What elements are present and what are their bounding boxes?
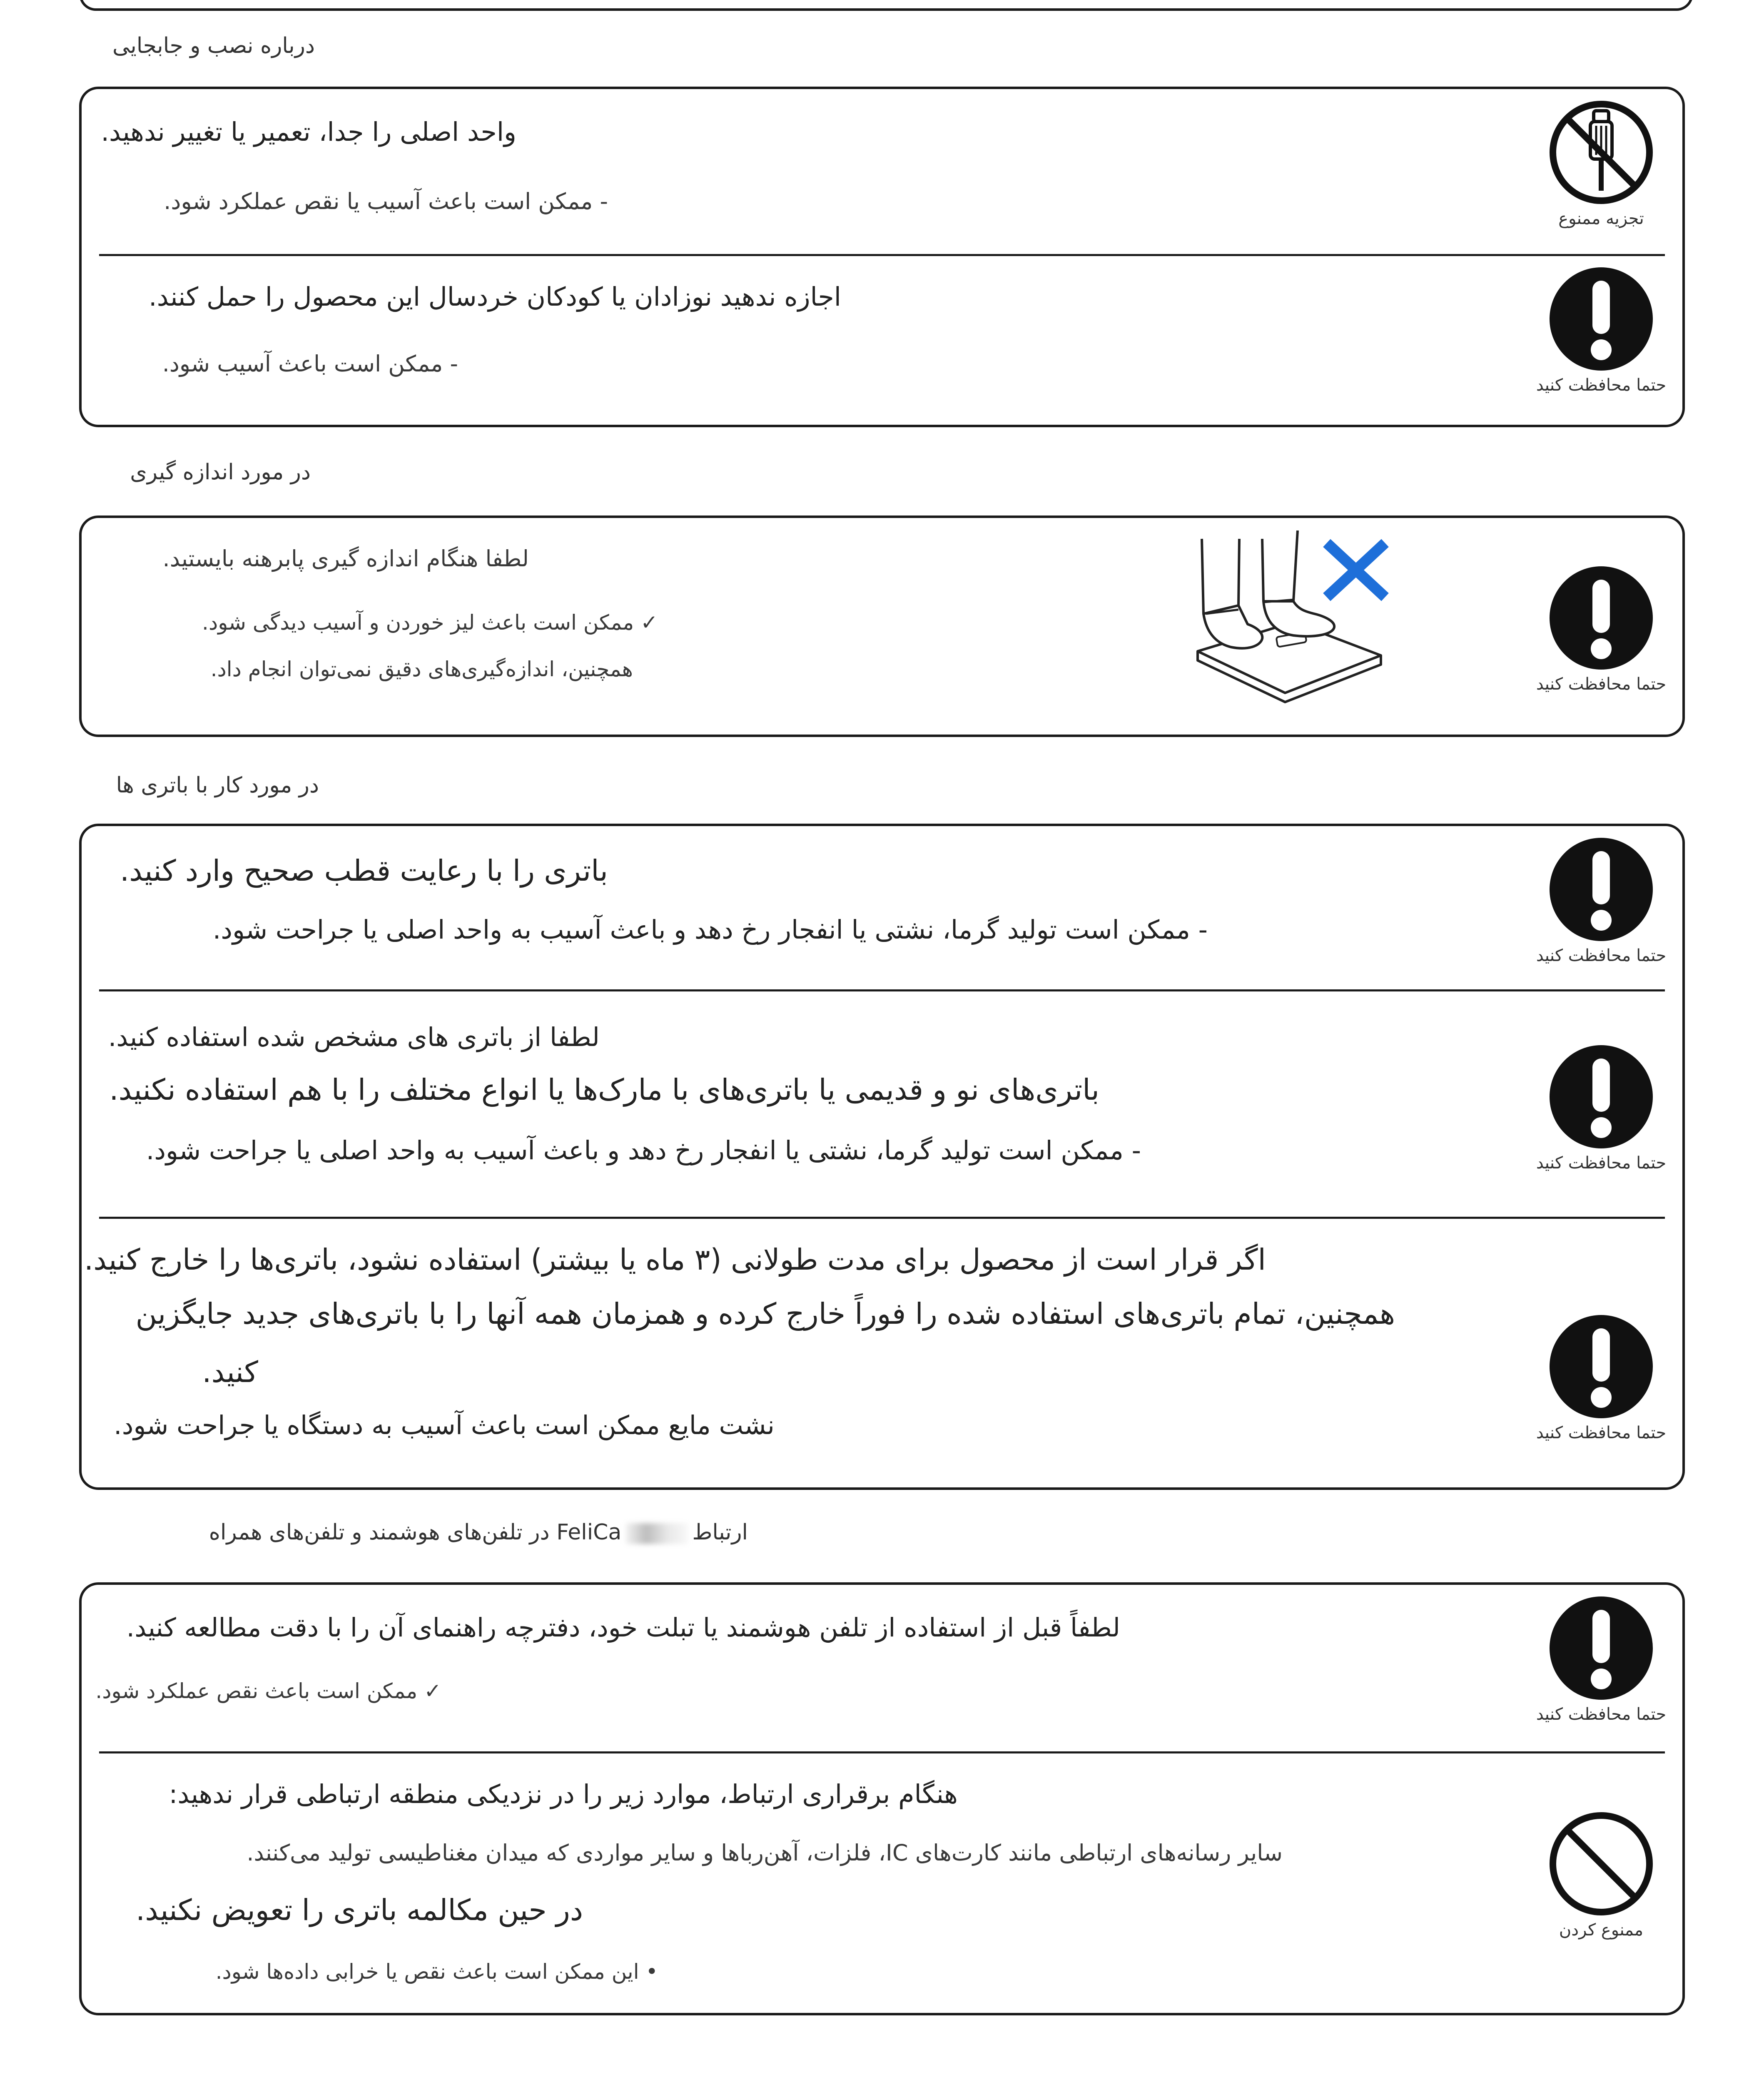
socks-on-scale-illustration [1189, 530, 1414, 722]
row-divider [99, 1217, 1665, 1219]
icon-caption: حتما محافظت کنید [1536, 1423, 1667, 1442]
warning-main-text: باتری را با رعایت قطب صحیح وارد کنید. [120, 854, 608, 888]
row-divider [99, 254, 1665, 256]
warning-sub-text: همچنین، اندازه‌گیری‌های دقیق نمی‌توان انجام داد. [210, 657, 633, 681]
warning-sub-text: - ممکن است باعث آسیب یا نقص عملکرد شود. [164, 188, 608, 214]
measurement-box [79, 516, 1685, 737]
heading-felica-post: FeliCa در تلفن‌های هوشمند و تلفن‌های همراه [209, 1520, 622, 1545]
icon-caption: حتما محافظت کنید [1536, 376, 1667, 395]
row-divider [99, 1751, 1665, 1753]
warning-sub-text: - ممکن است تولید گرما، نشتی یا انفجار رخ دهد و باعث آسیب به واحد اصلی یا جراحت شود. [212, 914, 1208, 945]
warning-main-text: واحد اصلی را جدا، تعمیر یا تغییر ندهید. [101, 117, 516, 147]
warning-sub-text: - ممکن است تولید گرما، نشتی یا انفجار رخ دهد و باعث آسیب به واحد اصلی یا جراحت شود. [146, 1135, 1141, 1166]
icon-caption: حتما محافظت کنید [1536, 1153, 1667, 1173]
exclamation-icon [1536, 265, 1667, 395]
prohibited-icon [1549, 1810, 1653, 1940]
icon-caption: حتما محافظت کنید [1536, 675, 1667, 694]
exclamation-icon [1536, 1594, 1667, 1724]
icon-caption: ممنوع کردن [1559, 1920, 1644, 1940]
warning-line-1: اگر قرار است از محصول برای مدت طولانی (۳ ماه یا بیشتر) استفاده نشود، باتری‌ها را خارج کنید. [84, 1243, 1266, 1277]
batteries-box [79, 824, 1685, 1490]
warning-line-2: سایر رسانه‌های ارتباطی مانند کارت‌های IC، فلزات، آهن‌رباها و سایر مواردی که میدان مغناطیسی تولید می‌کنند. [247, 1840, 1283, 1866]
warning-line-1: هنگام برقراری ارتباط، موارد زیر را در نزدیکی منطقه ارتباطی قرار ندهید: [169, 1779, 958, 1809]
warning-main-text: لطفا هنگام اندازه گیری پابرهنه بایستید. [162, 545, 529, 572]
install-box [79, 87, 1685, 427]
warning-sub-text: - ممکن است باعث آسیب شود. [162, 351, 458, 377]
icon-caption: حتما محافظت کنید [1536, 946, 1667, 965]
exclamation-icon [1536, 1043, 1667, 1173]
icon-caption: حتما محافظت کنید [1536, 1705, 1667, 1724]
exclamation-icon [1536, 1312, 1667, 1442]
warning-line-2: باتری‌های نو و قدیمی یا باتری‌های با مارک‌ها یا انواع مختلف را با هم استفاده نکنید. [109, 1073, 1099, 1107]
warning-sub-text: نشت مایع ممکن است باعث آسیب به دستگاه یا جراحت شود. [114, 1410, 775, 1440]
previous-box-bottom-border [79, 0, 1693, 11]
exclamation-icon [1536, 835, 1667, 965]
felica-box [79, 1582, 1685, 2015]
no-disassembly-icon [1549, 98, 1653, 228]
warning-main-text: اجازه ندهید نوزادان یا کودکان خردسال این محصول را حمل کنند. [148, 281, 841, 312]
section-heading-install: درباره نصب و جابجایی [112, 33, 315, 58]
icon-caption: تجزیه ممنوع [1558, 209, 1644, 228]
warning-main-text: لطفاً قبل از استفاده از تلفن هوشمند یا تبلت خود، دفترچه راهنمای آن را با دقت مطالعه کنید. [126, 1612, 1120, 1643]
warning-line-3: در حین مکالمه باتری را تعویض نکنید. [136, 1893, 583, 1927]
exclamation-icon [1536, 564, 1667, 694]
section-heading-batteries: در مورد کار با باتری ها [116, 773, 319, 798]
section-heading-measurement: در مورد اندازه گیری [130, 460, 311, 485]
warning-sub-text: ✓ ممکن است باعث نقص عملکرد شود. [95, 1679, 441, 1703]
redacted-patch [625, 1523, 688, 1544]
row-divider [99, 989, 1665, 991]
warning-sub-text: • این ممکن است باعث نقص یا خرابی داده‌ها شود. [215, 1960, 658, 1984]
warning-line-3: کنید. [202, 1355, 258, 1389]
heading-felica-pre: ارتباط [692, 1520, 748, 1545]
warning-line-1: لطفا از باتری های مشخص شده استفاده کنید. [108, 1022, 600, 1052]
section-heading-felica [209, 1520, 748, 1545]
warning-line-2: همچنین، تمام باتری‌های استفاده شده را فوراً خارج کرده و همزمان همه آنها را با باتری‌های جدید جایگزین [135, 1297, 1395, 1331]
warning-sub-text: ✓ ممکن است باعث لیز خوردن و آسیب دیدگی شود. [202, 610, 658, 635]
